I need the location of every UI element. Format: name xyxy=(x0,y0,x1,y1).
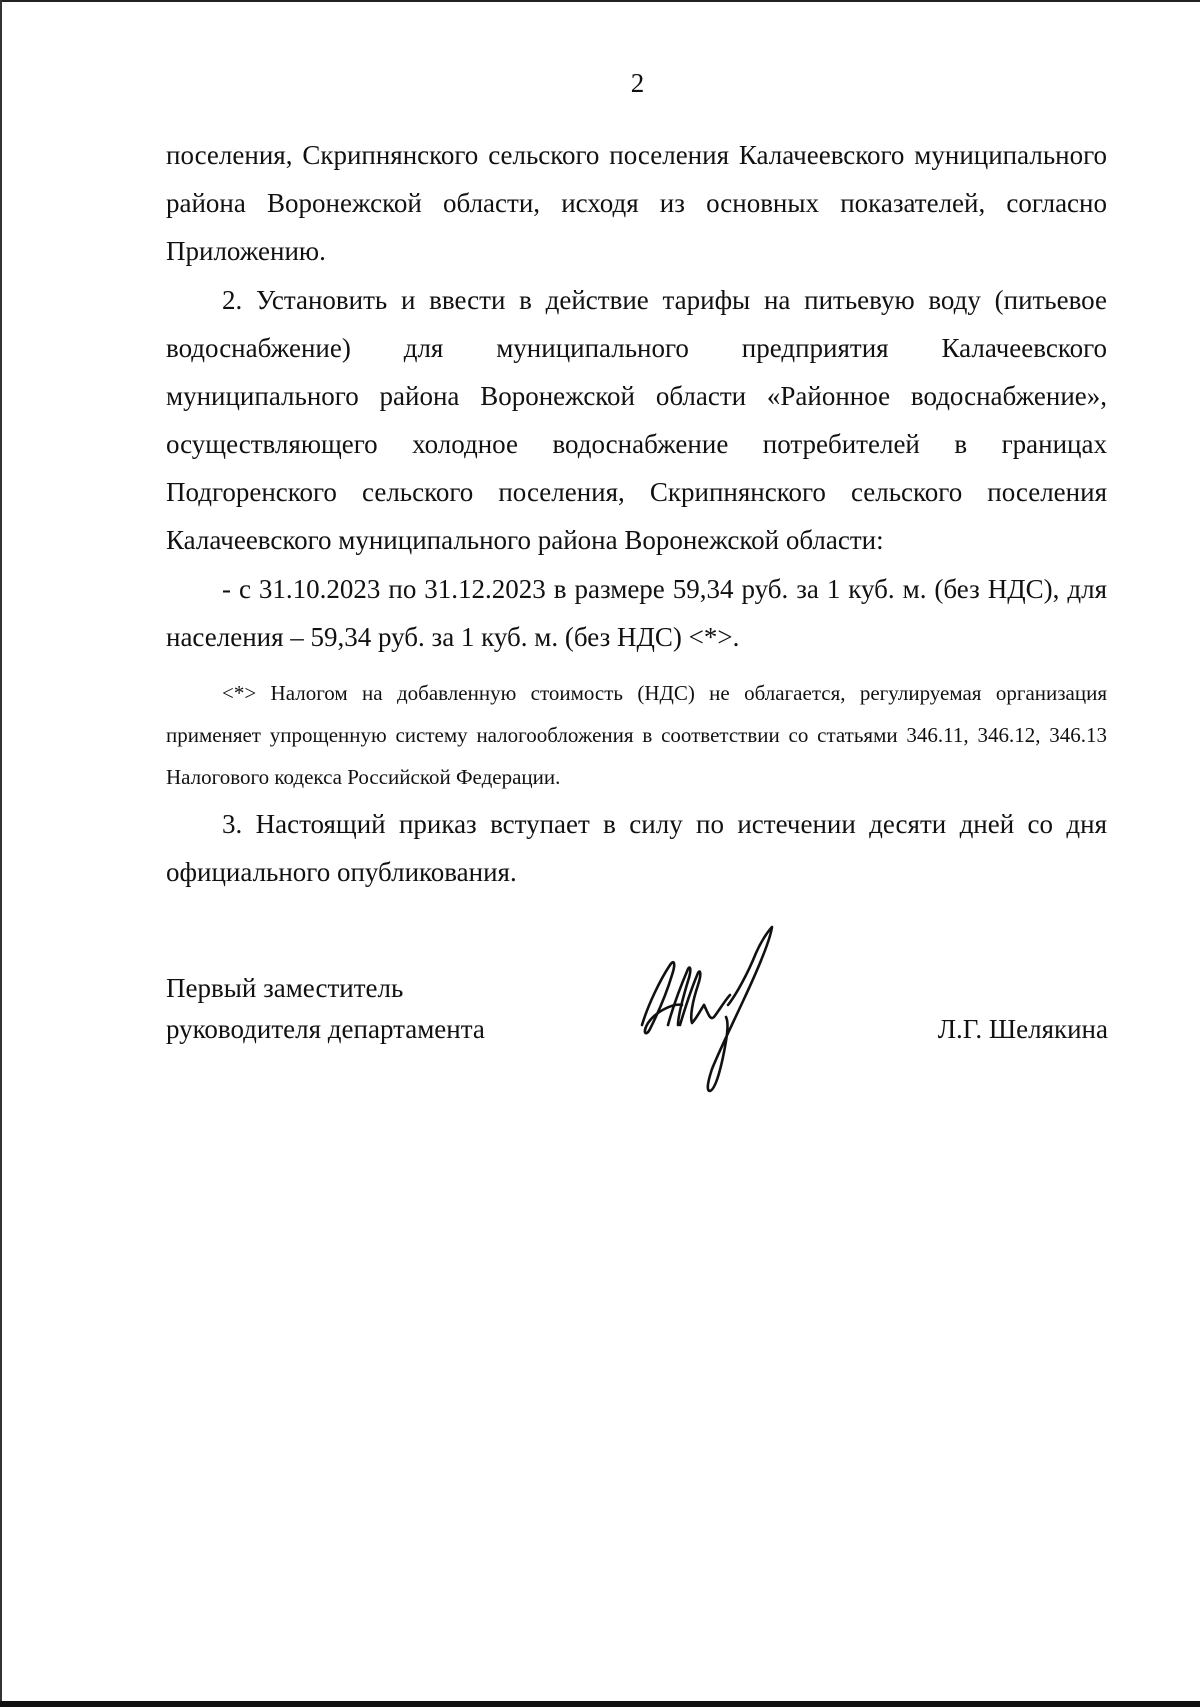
scan-top-edge xyxy=(0,0,1200,2)
paragraph-tariff-rate: - с 31.10.2023 по 31.12.2023 в размере 59,34 руб. за 1 куб. м. (без НДС), для населения – 59,34 руб. за 1 куб. м. (без НДС) <*>. xyxy=(166,574,1107,652)
footnote-vat: <*> Налогом на добавленную стоимость (НДС) не облагается, регулируемая организация применяет упрощенную систему налогообложения в соответствии со статьями 346.11, 346.12, 346.13 Налогового кодекса Российской Федерации. xyxy=(166,681,1107,789)
paragraph-effective-date: 3. Настоящий приказ вступает в силу по истечении десяти дней со дня официального опубликования. xyxy=(166,809,1107,887)
page-number: 2 xyxy=(630,68,645,98)
scan-left-edge xyxy=(0,0,2,1707)
signatory-position-line1: Первый заместитель xyxy=(166,973,404,1003)
paragraph-tariff-establishment: 2. Установить и ввести в действие тарифы на питьевую воду (питьевое водоснабжение) для муниципального предприятия Калачеевского муниципального района Воронежской области «Районное водоснабжение», осуществляющего холодное водоснабжение потребителей в границах Подгоренского сельского поселения, Скрипнянского сельского поселения Калачеевского муниципального района Воронежской области: xyxy=(166,285,1107,555)
signatory-position-line2: руководителя департамента xyxy=(166,1014,485,1044)
signatory-position xyxy=(166,968,485,1050)
scan-bottom-edge xyxy=(0,1701,1200,1707)
paragraph-continuation: поселения, Скрипнянского сельского поселения Калачеевского муниципального района Воронежской области, исходя из основных показателей, согласно Приложению. xyxy=(166,140,1107,266)
handwritten-signature xyxy=(630,925,790,1100)
signatory-name: Л.Г. Шелякина xyxy=(937,1014,1108,1044)
